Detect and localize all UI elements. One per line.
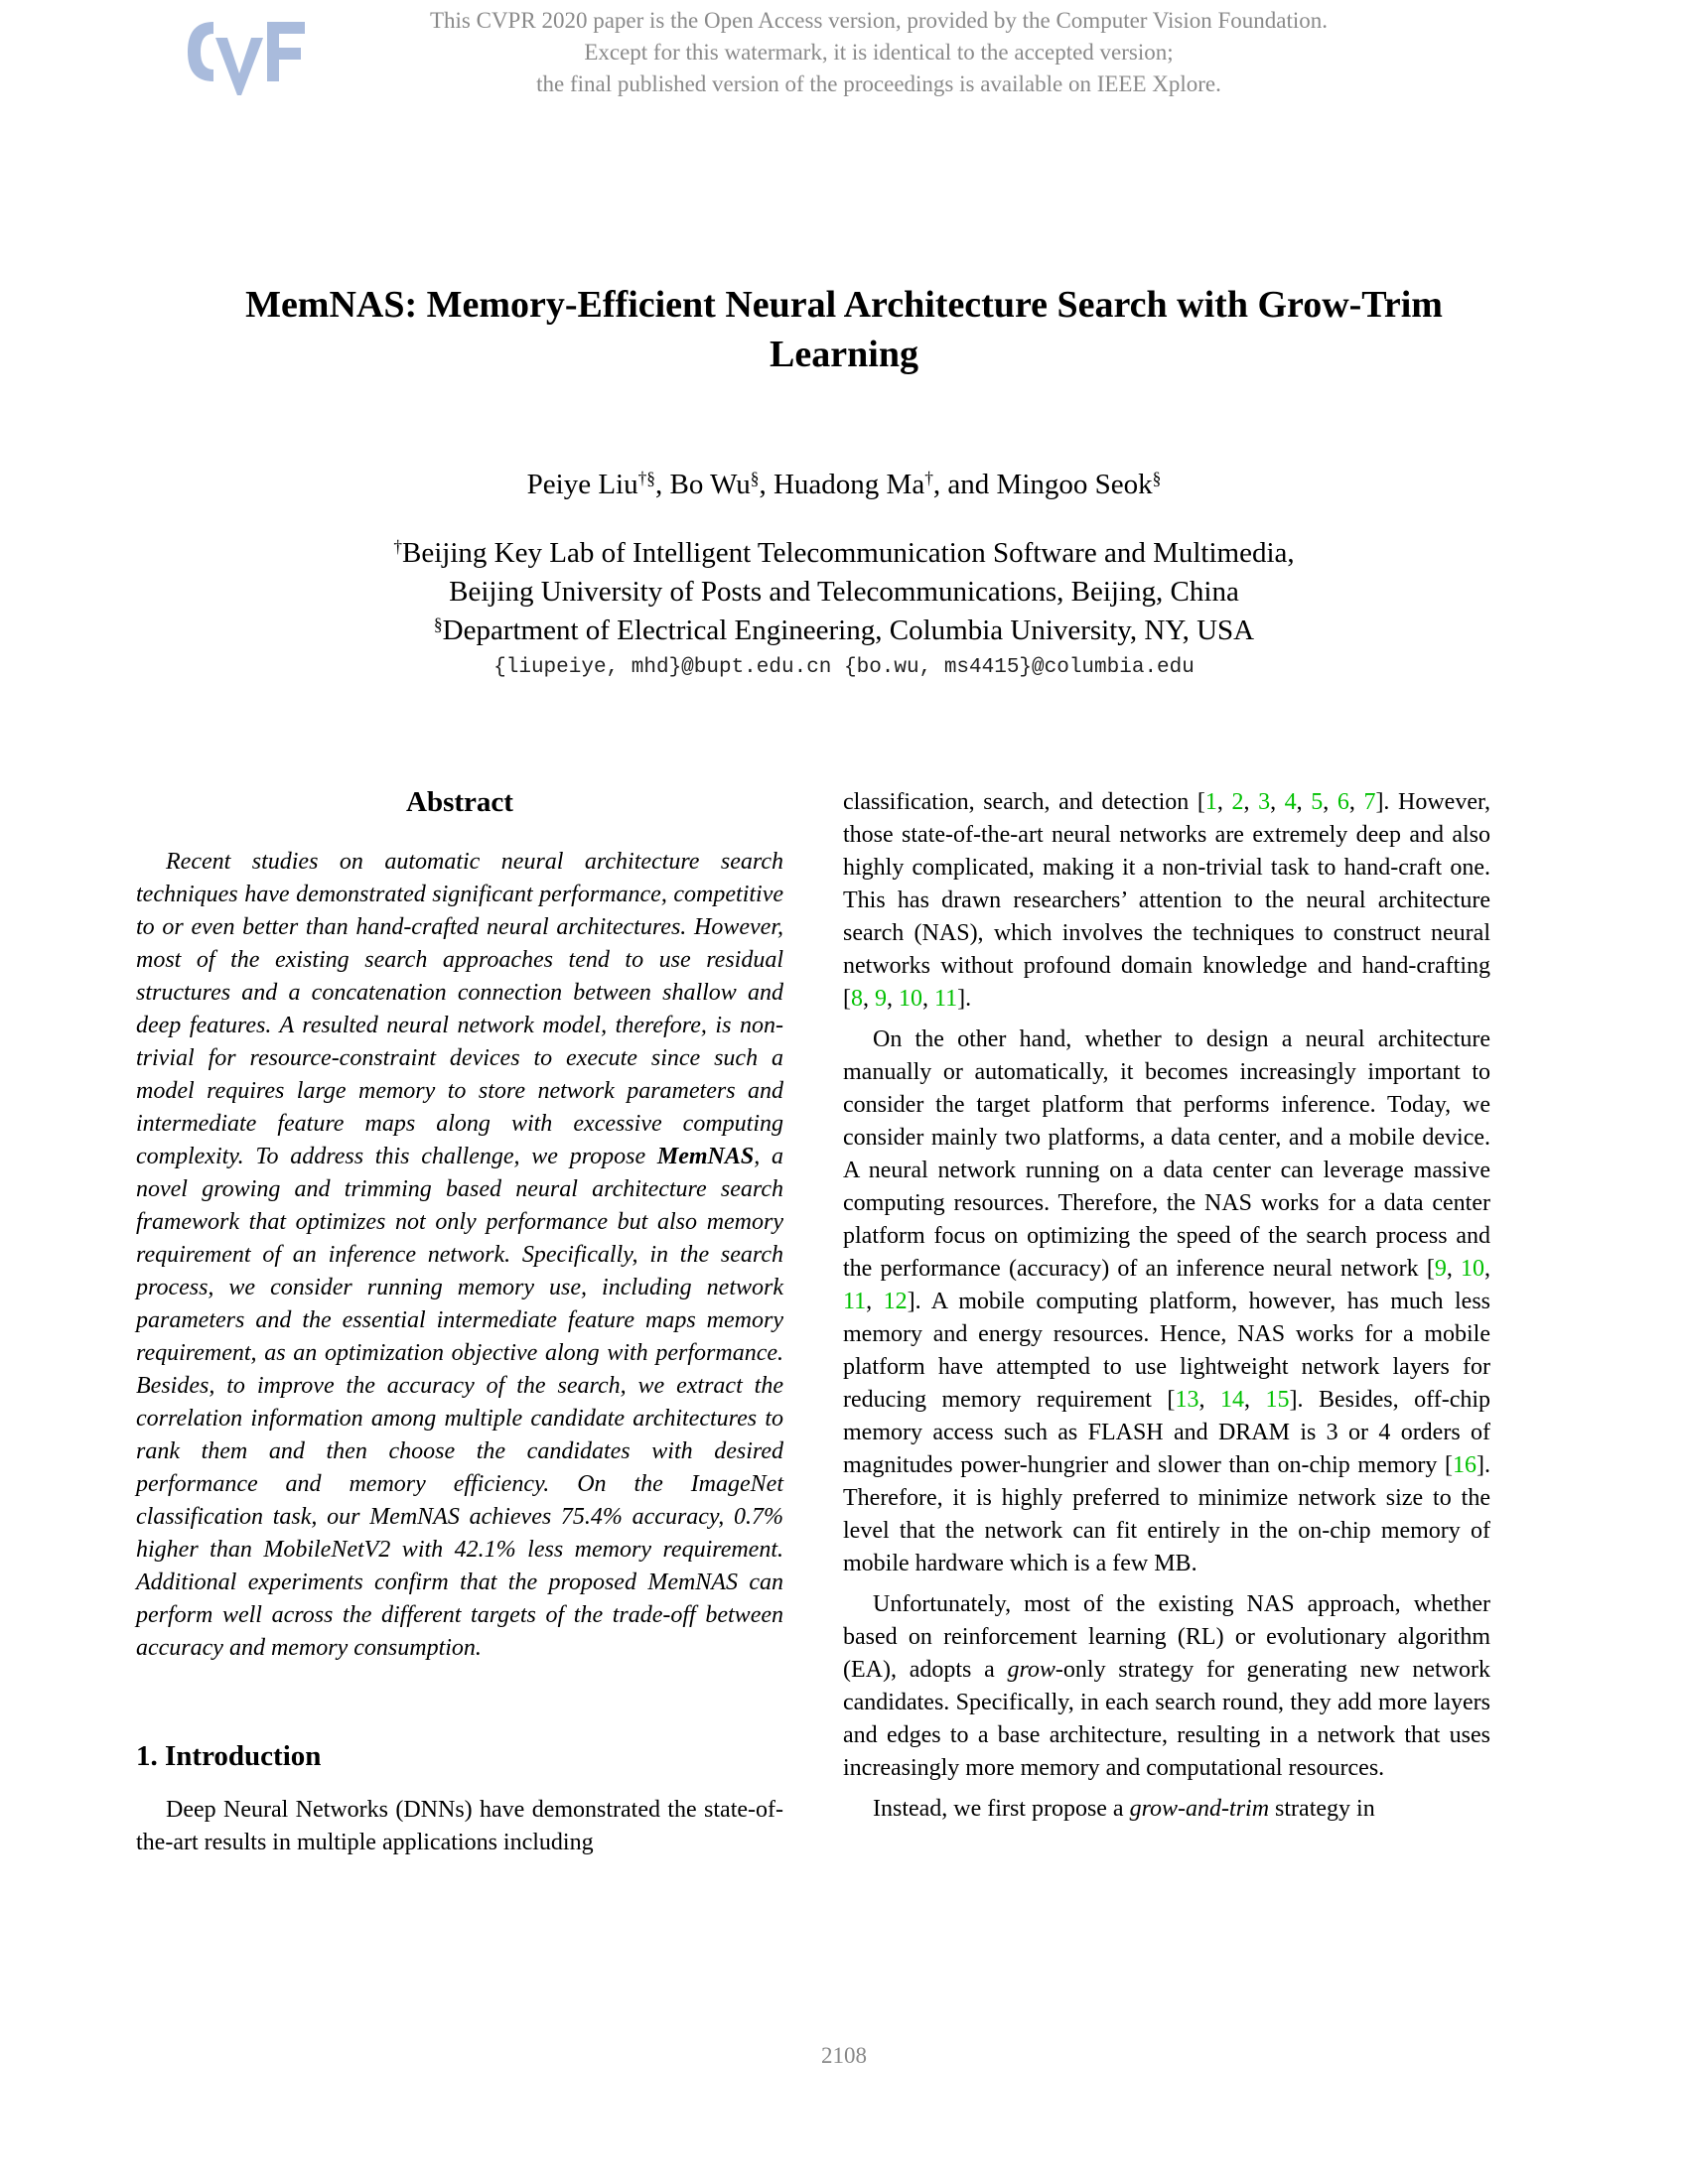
citation-link[interactable]: 9 (1434, 1256, 1447, 1282)
citation-link[interactable]: 7 (1363, 789, 1376, 815)
affiliations (0, 534, 1688, 650)
citation-link[interactable]: 9 (875, 986, 887, 1012)
affiliation: Beijing University of Posts and Telecommunications, Beijing, China (449, 576, 1239, 608)
citation-link[interactable]: 1 (1204, 789, 1217, 815)
paper-title (149, 280, 1539, 379)
emphasis-bold: MemNAS (656, 1144, 755, 1169)
paragraph: Deep Neural Networks (DNNs) have demonstrated the state-of-the-art results in multiple applications including (136, 1797, 783, 1855)
introduction-heading: 1. Introduction (136, 1740, 322, 1772)
citation-link[interactable]: 11 (843, 1289, 867, 1314)
citation-link[interactable]: 12 (883, 1289, 908, 1314)
page-number: 2108 (821, 2043, 867, 2068)
paragraph: On the other hand, whether to design a neural architecture manually or automatically, it becomes increasingly important to consider the target platform that performs inference. Today, we consider mainly two platforms, a data center, and a mobile device. A neural network running on a data center can leverage massive computing resources. Therefore, the NAS works for a data center platform focus on optimizing the speed of the search process and the performance (accuracy) of an inference neural network [9, 10, 11, 12]. A mobile computing platform, however, has much less memory and energy resources. Hence, NAS works for a mobile platform have attempted to use lightweight network layers for reducing memory requirement [13, 14, 15]. Besides, off-chip memory access such as FLASH and DRAM is 3 or 4 orders of magnitudes power-hungrier and slower than on-chip memory [16]. Therefore, it is highly preferred to minimize network size to the level that the network can fit entirely in the on-chip memory of mobile hardware which is a few MB. (843, 1026, 1491, 1576)
citation-link[interactable]: 2 (1231, 789, 1244, 815)
title-line: Learning (770, 334, 918, 375)
watermark-line: Except for this watermark, it is identical to the accepted version; (584, 40, 1174, 65)
citation-link[interactable]: 6 (1336, 789, 1349, 815)
watermark-line: the final published version of the proceedings is available on IEEE Xplore. (536, 71, 1221, 96)
left-column (136, 782, 783, 1859)
abstract-heading: Abstract (406, 786, 513, 818)
affiliation: §Department of Electrical Engineering, Columbia University, NY, USA (433, 614, 1255, 646)
paragraph: Instead, we first propose a grow-and-trim strategy in (873, 1796, 1375, 1822)
citation-link[interactable]: 3 (1258, 789, 1271, 815)
abstract-body (136, 846, 783, 1665)
author: Peiye Liu†§, (526, 468, 670, 500)
citation-link[interactable]: 11 (934, 986, 958, 1012)
citation-link[interactable]: 8 (851, 986, 863, 1012)
citation-link[interactable]: 16 (1453, 1452, 1477, 1478)
citation-link[interactable]: 14 (1219, 1387, 1244, 1413)
right-column (843, 786, 1490, 1826)
paragraph: Recent studies on automatic neural architecture search techniques have demonstrated significant performance, competitive to or even better than hand-crafted neural architectures. However, most of the existing search approaches tend to use residual structures and a concatenation connection between shallow and deep features. A resulted neural network model, therefore, is non-trivial for resource-constraint devices to execute since such a model requires large memory to store network parameters and intermediate feature maps along with excessive computing complexity. To address this challenge, we propose MemNAS, a novel growing and trimming based neural architecture search framework that optimizes not only performance but also memory requirement of an inference network. Specifically, in the search process, we consider running memory use, including network parameters and the essential intermediate feature maps memory requirement, as an optimization objective along with performance. Besides, to improve the accuracy of the search, we extract the correlation information among multiple candidate architectures to rank them and then choose the candidates with desired performance and memory efficiency. On the ImageNet classification task, our MemNAS achieves 75.4% accuracy, 0.7% higher than MobileNetV2 with 42.1% less memory requirement. Additional experiments confirm that the proposed MemNAS can perform well across the different targets of the trade-off between accuracy and memory consumption. (136, 849, 784, 1661)
introduction-body-left (136, 1794, 783, 1859)
citation-link[interactable]: 15 (1265, 1387, 1290, 1413)
author: Bo Wu§, (669, 468, 774, 500)
citation-link[interactable]: 13 (1175, 1387, 1199, 1413)
citation-link[interactable]: 4 (1284, 789, 1297, 815)
author-emails: {liupeiye, mhd}@bupt.edu.cn {bo.wu, ms4415}@columbia.edu (493, 656, 1195, 679)
paragraph: classification, search, and detection [1, 2, 3, 4, 5, 6, 7]. However, those state-of-the-art neural networks are extremely deep and also highly complicated, making it a non-trivial task to hand-craft one. This has drawn researchers’ attention to the neural architecture search (NAS), which involves the techniques to construct neural networks without profound domain knowledge and hand-crafting [8, 9, 10, 11]. (843, 789, 1491, 1012)
emphasis-italic: grow (1007, 1657, 1055, 1683)
affiliation: †Beijing Key Lab of Intelligent Telecommunication Software and Multimedia, (393, 536, 1295, 569)
citation-link[interactable]: 10 (899, 986, 922, 1012)
title-line: MemNAS: Memory-Efficient Neural Architecture Search with Grow-Trim (245, 284, 1443, 326)
citation-link[interactable]: 10 (1461, 1256, 1484, 1282)
author: Mingoo Seok§ (996, 468, 1162, 500)
watermark-line: This CVPR 2020 paper is the Open Access version, provided by the Computer Vision Foundation. (429, 8, 1329, 33)
open-access-watermark (308, 5, 1450, 100)
emphasis-italic: grow-and-trim (1129, 1796, 1270, 1822)
introduction-body-right (843, 786, 1490, 1826)
cvf-logo (184, 14, 308, 95)
author-list (0, 469, 1688, 501)
paragraph: Unfortunately, most of the existing NAS approach, whether based on reinforcement learning (RL) or evolutionary algorithm (EA), adopts a grow-only strategy for generating new network candidates. Specifically, in each search round, they add more layers and edges to a base architecture, resulting in a network that uses increasingly more memory and computational resources. (843, 1591, 1491, 1781)
author: Huadong Ma†, and (773, 468, 997, 500)
citation-link[interactable]: 5 (1311, 789, 1324, 815)
